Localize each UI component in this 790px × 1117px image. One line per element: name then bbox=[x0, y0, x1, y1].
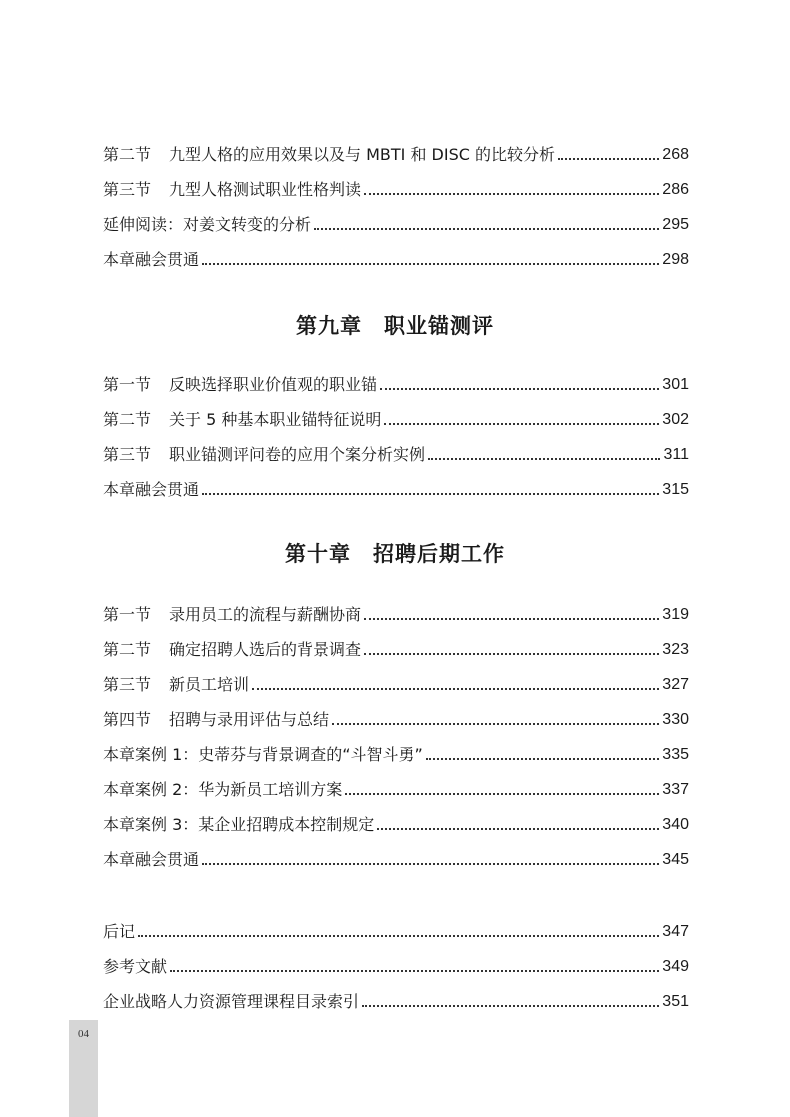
dot-leader bbox=[252, 688, 659, 690]
dot-leader bbox=[170, 970, 659, 972]
dot-leader bbox=[364, 193, 659, 195]
dot-leader bbox=[138, 935, 659, 937]
chapter-number: 第十章 bbox=[285, 542, 351, 566]
entry-title: 九型人格测试职业性格判读 bbox=[169, 180, 362, 199]
page-number: 323 bbox=[662, 641, 689, 658]
entry-title: 后记 bbox=[103, 922, 136, 941]
toc-entry[interactable] bbox=[103, 177, 689, 201]
section-number: 第二节 bbox=[103, 145, 152, 164]
dot-leader bbox=[558, 158, 659, 160]
toc-entry[interactable] bbox=[103, 407, 689, 431]
chapter-title: 职业锚测评 bbox=[384, 314, 494, 338]
entry-title: 关于 5 种基本职业锚特征说明 bbox=[169, 410, 382, 429]
toc-entry[interactable] bbox=[103, 372, 689, 396]
dot-leader bbox=[384, 423, 659, 425]
dot-leader bbox=[202, 263, 659, 265]
section-number: 第三节 bbox=[103, 180, 152, 199]
entry-title: 本章案例 2：华为新员工培训方案 bbox=[103, 780, 343, 799]
page-number: 319 bbox=[662, 606, 689, 623]
folio-number: 04 bbox=[78, 1028, 89, 1040]
toc-entry[interactable] bbox=[103, 672, 689, 696]
toc-entry[interactable] bbox=[103, 212, 689, 236]
page-number: 286 bbox=[662, 181, 689, 198]
entry-title: 本章案例 3：某企业招聘成本控制规定 bbox=[103, 815, 375, 834]
chapter-title: 招聘后期工作 bbox=[373, 542, 505, 566]
entry-title: 延伸阅读：对姜文转变的分析 bbox=[103, 215, 312, 234]
entry-title: 反映选择职业价值观的职业锚 bbox=[169, 375, 378, 394]
toc-entry[interactable] bbox=[103, 247, 689, 271]
toc-entry[interactable] bbox=[103, 954, 689, 978]
dot-leader bbox=[364, 653, 659, 655]
entry-title: 录用员工的流程与薪酬协商 bbox=[169, 605, 362, 624]
dot-leader bbox=[202, 863, 659, 865]
entry-title: 职业锚测评问卷的应用个案分析实例 bbox=[169, 445, 426, 464]
page-number: 337 bbox=[662, 781, 689, 798]
toc-entry[interactable] bbox=[103, 989, 689, 1013]
page-number: 347 bbox=[662, 923, 689, 940]
page-number: 345 bbox=[662, 851, 689, 868]
page-number: 349 bbox=[662, 958, 689, 975]
entry-title: 本章案例 1：史蒂芬与背景调查的“斗智斗勇” bbox=[103, 745, 423, 764]
dot-leader bbox=[426, 758, 659, 760]
entry-title: 招聘与录用评估与总结 bbox=[169, 710, 330, 729]
toc-entry[interactable] bbox=[103, 847, 689, 871]
dot-leader bbox=[332, 723, 659, 725]
chapter-heading bbox=[0, 540, 790, 568]
toc-entry[interactable] bbox=[103, 477, 689, 501]
entry-title: 确定招聘人选后的背景调查 bbox=[169, 640, 362, 659]
section-number: 第三节 bbox=[103, 445, 152, 464]
dot-leader bbox=[345, 793, 659, 795]
chapter-heading bbox=[0, 312, 790, 340]
chapter-number: 第九章 bbox=[296, 314, 362, 338]
toc-entry[interactable] bbox=[103, 742, 689, 766]
toc-entry[interactable] bbox=[103, 602, 689, 626]
page-number: 327 bbox=[662, 676, 689, 693]
entry-title: 本章融会贯通 bbox=[103, 850, 200, 869]
dot-leader bbox=[362, 1005, 659, 1007]
dot-leader bbox=[428, 458, 660, 460]
page-number: 298 bbox=[662, 251, 689, 268]
entry-title: 企业战略人力资源管理课程目录索引 bbox=[103, 992, 360, 1011]
dot-leader bbox=[364, 618, 659, 620]
page-number: 330 bbox=[662, 711, 689, 728]
page-number: 295 bbox=[662, 216, 689, 233]
page-number: 302 bbox=[662, 411, 689, 428]
section-number: 第三节 bbox=[103, 675, 152, 694]
toc-entry[interactable] bbox=[103, 707, 689, 731]
toc-entry[interactable] bbox=[103, 812, 689, 836]
toc-entry[interactable] bbox=[103, 919, 689, 943]
page-number: 340 bbox=[662, 816, 689, 833]
section-number: 第四节 bbox=[103, 710, 152, 729]
toc-entry[interactable] bbox=[103, 777, 689, 801]
section-number: 第二节 bbox=[103, 640, 152, 659]
toc-entry[interactable] bbox=[103, 637, 689, 661]
dot-leader bbox=[202, 493, 659, 495]
entry-title: 本章融会贯通 bbox=[103, 250, 200, 269]
page-number: 315 bbox=[662, 481, 689, 498]
entry-title: 九型人格的应用效果以及与 MBTI 和 DISC 的比较分析 bbox=[169, 145, 556, 164]
page-number: 301 bbox=[662, 376, 689, 393]
toc-entry[interactable] bbox=[103, 442, 689, 466]
page-tab bbox=[69, 1020, 98, 1117]
entry-title: 本章融会贯通 bbox=[103, 480, 200, 499]
dot-leader bbox=[377, 828, 659, 830]
page-number: 311 bbox=[663, 446, 689, 463]
section-number: 第二节 bbox=[103, 410, 152, 429]
dot-leader bbox=[314, 228, 659, 230]
entry-title: 参考文献 bbox=[103, 957, 168, 976]
section-number: 第一节 bbox=[103, 375, 152, 394]
section-number: 第一节 bbox=[103, 605, 152, 624]
dot-leader bbox=[380, 388, 659, 390]
entry-title: 新员工培训 bbox=[169, 675, 250, 694]
page-number: 335 bbox=[662, 746, 689, 763]
page-number: 351 bbox=[662, 993, 689, 1010]
toc-entry[interactable] bbox=[103, 142, 689, 166]
page-number: 268 bbox=[662, 146, 689, 163]
